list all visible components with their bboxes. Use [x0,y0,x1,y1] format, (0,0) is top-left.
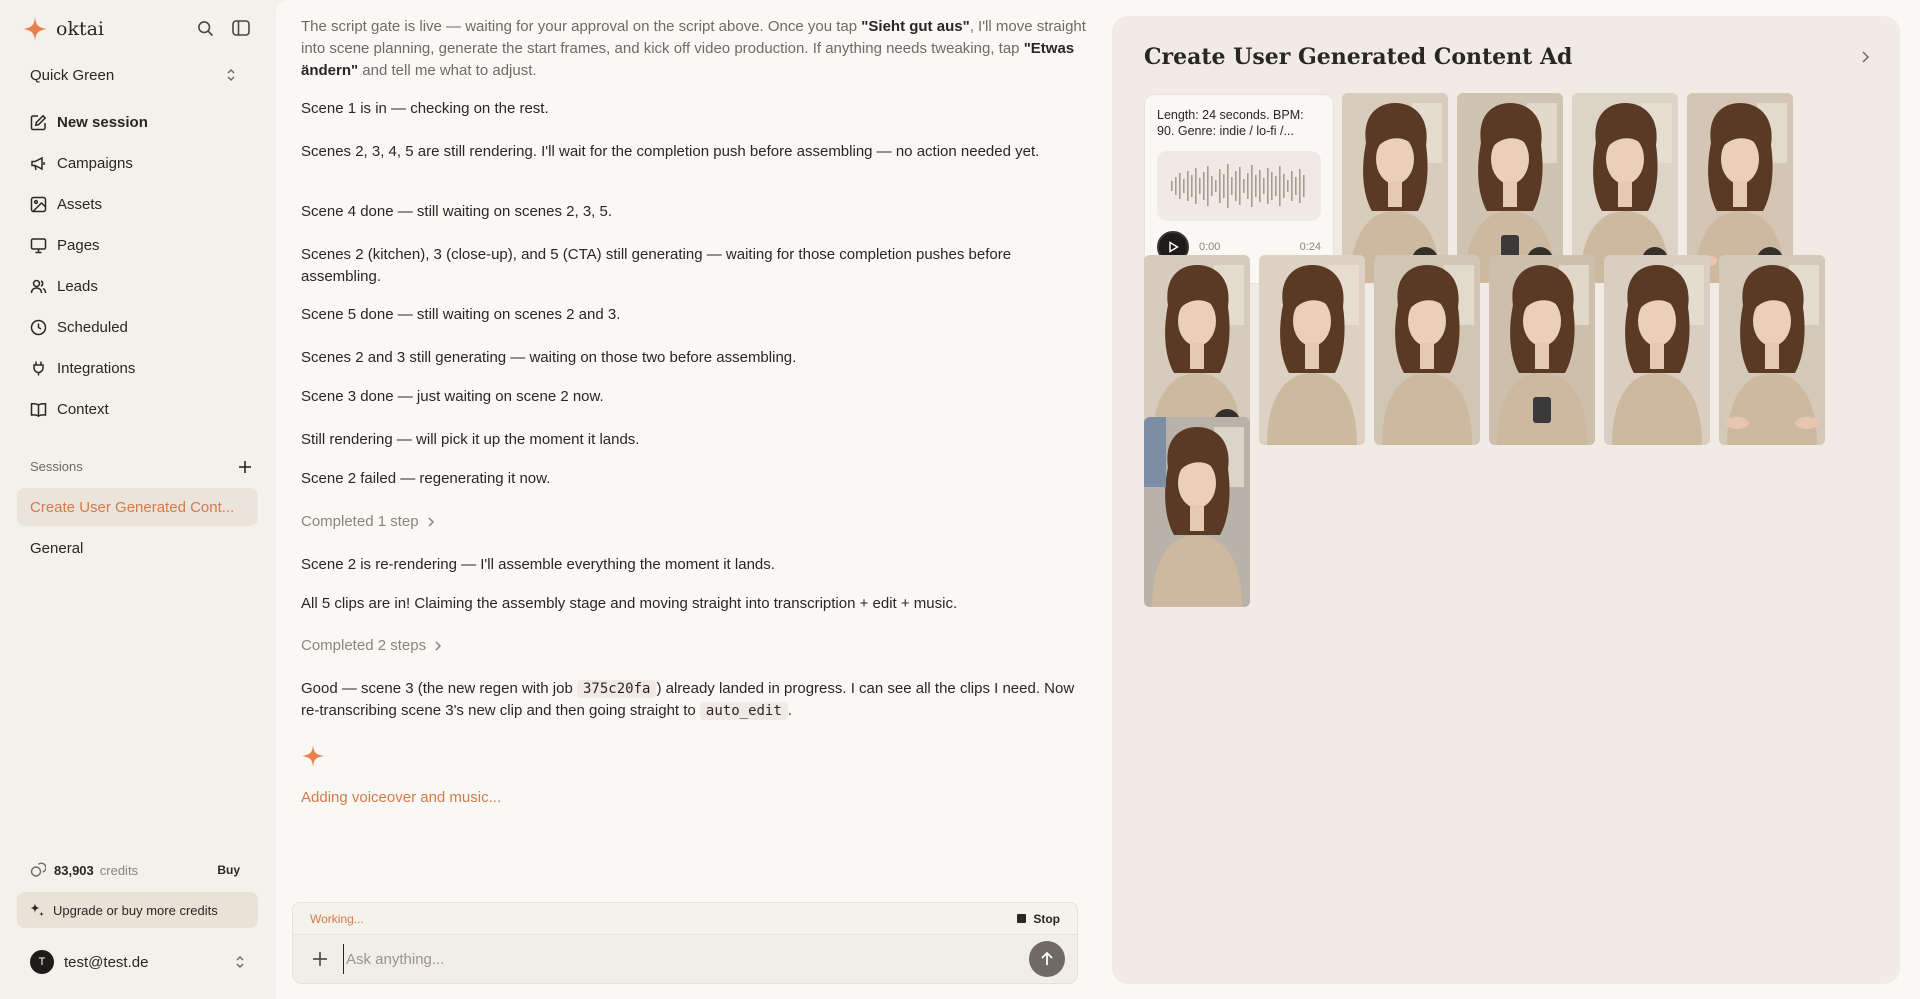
nav-item-context[interactable] [18,389,258,430]
credits-row [30,862,240,878]
steps-label: Completed 2 steps [301,637,427,654]
main-nav [18,102,258,430]
sidebar [0,0,276,999]
image-thumbnail[interactable] [1719,255,1825,445]
monitor-icon [30,237,47,254]
main-area [276,0,1920,999]
chat-message: Scene 4 done — still waiting on scenes 2, 3, 5. [301,203,613,220]
chat-message: Scenes 2 and 3 still generating — waiting on those two before assembling. [301,349,797,366]
chevron-right-icon [434,640,442,652]
upgrade-label: Upgrade or buy more credits [53,902,218,918]
add-session-icon[interactable] [238,460,252,474]
session-item-general[interactable] [17,529,258,567]
chevron-right-icon[interactable] [1861,50,1870,64]
chat-message: Scene 2 failed — regenerating it now. [301,470,551,487]
working-status: Working... [310,911,364,926]
user-menu[interactable] [30,950,245,974]
steps-label: Completed 1 step [301,513,419,530]
workspace-name: Quick Green [30,66,115,84]
sessions-header [30,459,252,474]
tool-name-code: auto_edit [700,702,788,720]
chat-message: Scenes 2 (kitchen), 3 (close-up), and 5 (CTA) still generating — waiting for those completion pushes before assembling. [301,246,1012,285]
progress-status-text: Adding voiceover and music... [301,789,502,806]
chevron-updown-icon [235,955,245,969]
nav-item-scheduled[interactable] [18,307,258,348]
person-photo [1259,255,1365,445]
person-photo [1144,417,1250,607]
attach-icon[interactable] [305,944,335,974]
person-photo [1719,255,1825,445]
audio-time-current: 0:00 [1199,241,1221,253]
nav-item-new-session[interactable] [18,102,258,143]
play-icon [1167,241,1179,253]
nav-item-integrations[interactable] [18,348,258,389]
nav-item-campaigns[interactable] [18,143,258,184]
credits-value: 83,903 [54,862,94,878]
chat-message: Scene 3 done — just waiting on scene 2 now. [301,388,604,405]
chat-message: Scenes 2, 3, 4, 5 are still rendering. I'll wait for the completion push before assembling — no action needed yet. [301,143,1040,160]
users-icon [30,278,47,295]
person-photo [1604,255,1710,445]
nav-item-leads[interactable] [18,266,258,307]
credits-label: credits [99,862,139,878]
session-label: Create User Generated Cont... [30,498,235,516]
image-thumbnail[interactable] [1374,255,1480,445]
oktai-logo-icon [22,16,48,42]
edit-icon [30,114,47,131]
session-label: General [30,539,84,557]
user-email: test@test.de [64,953,149,971]
nav-label: Context [57,401,109,418]
brand-name: oktai [56,18,104,40]
nav-label: Campaigns [57,155,133,172]
audio-time-total: 0:24 [1299,241,1321,253]
nav-label: Assets [57,196,103,213]
completed-steps-toggle[interactable] [301,511,435,533]
nav-item-pages[interactable] [18,225,258,266]
message-input[interactable] [343,944,1029,974]
nav-label: Pages [57,237,100,254]
job-id-code: 375c20fa [577,680,656,698]
chat-thread [301,0,1101,890]
assistant-spark-icon [301,744,325,768]
stop-icon [1017,914,1026,923]
image-thumbnail[interactable] [1604,255,1710,445]
buy-credits-button[interactable]: Buy [217,863,240,877]
chat-message: The script gate is live — waiting for your approval on the script above. Once you tap "Sieht gut aus", I'll move straight into scene planning, generate the start frames, and kick off video production. If anything needs tweaking, tap "Etwas ändern" and tell me what to adjust. [301,18,1086,79]
image-icon [30,196,47,213]
megaphone-icon [30,155,47,172]
nav-label: Integrations [57,360,136,377]
chevron-right-icon [427,516,435,528]
person-photo [1374,255,1480,445]
coins-icon [30,862,46,878]
content-panel [1112,16,1900,984]
send-button[interactable] [1029,941,1065,977]
nav-label: Scheduled [57,319,128,336]
person-photo [1489,255,1595,445]
chat-message: Scene 2 is re-rendering — I'll assemble everything the moment it lands. [301,556,775,573]
chat-message: All 5 clips are in! Claiming the assembly stage and moving straight into transcription + edit + music. [301,595,958,612]
chevron-updown-icon [226,68,236,82]
avatar: T [30,950,54,974]
upgrade-button[interactable] [17,892,258,928]
plug-icon [30,360,47,377]
chat-message: Good — scene 3 (the new regen with job 375c20fa ) already landed in progress. I can see all the clips I need. Now re-transcribing scene 3's new clip and then going straight to auto_edit . [301,680,1075,719]
composer-status-bar [292,902,1078,934]
chat-message: Scene 1 is in — checking on the rest. [301,100,549,117]
waveform [1157,151,1321,221]
arrow-up-icon [1039,951,1055,967]
composer [292,934,1078,984]
nav-label: Leads [57,278,98,295]
book-icon [30,401,47,418]
image-thumbnail[interactable] [1489,255,1595,445]
stop-button[interactable] [1017,912,1060,926]
sessions-label: Sessions [30,459,83,474]
sparkles-icon [29,902,45,918]
stop-label: Stop [1033,911,1060,926]
search-icon[interactable] [194,17,216,39]
workspace-selector[interactable] [18,60,248,90]
brand[interactable] [22,14,104,44]
sidebar-toggle-icon[interactable] [230,17,252,39]
chat-message: Still rendering — will pick it up the moment it lands. [301,431,640,448]
session-item-active[interactable] [17,488,258,526]
panel-title: Create User Generated Content Ad [1144,44,1573,70]
nav-item-assets[interactable] [18,184,258,225]
image-thumbnail[interactable] [1259,255,1365,445]
audio-description: Length: 24 seconds. BPM: 90. Genre: indie / lo-fi /... [1157,108,1304,138]
completed-steps-toggle[interactable] [301,635,442,657]
clock-icon [30,319,47,336]
image-thumbnail[interactable] [1144,417,1250,607]
chat-message: Scene 5 done — still waiting on scenes 2 and 3. [301,306,621,323]
nav-label: New session [57,114,148,131]
